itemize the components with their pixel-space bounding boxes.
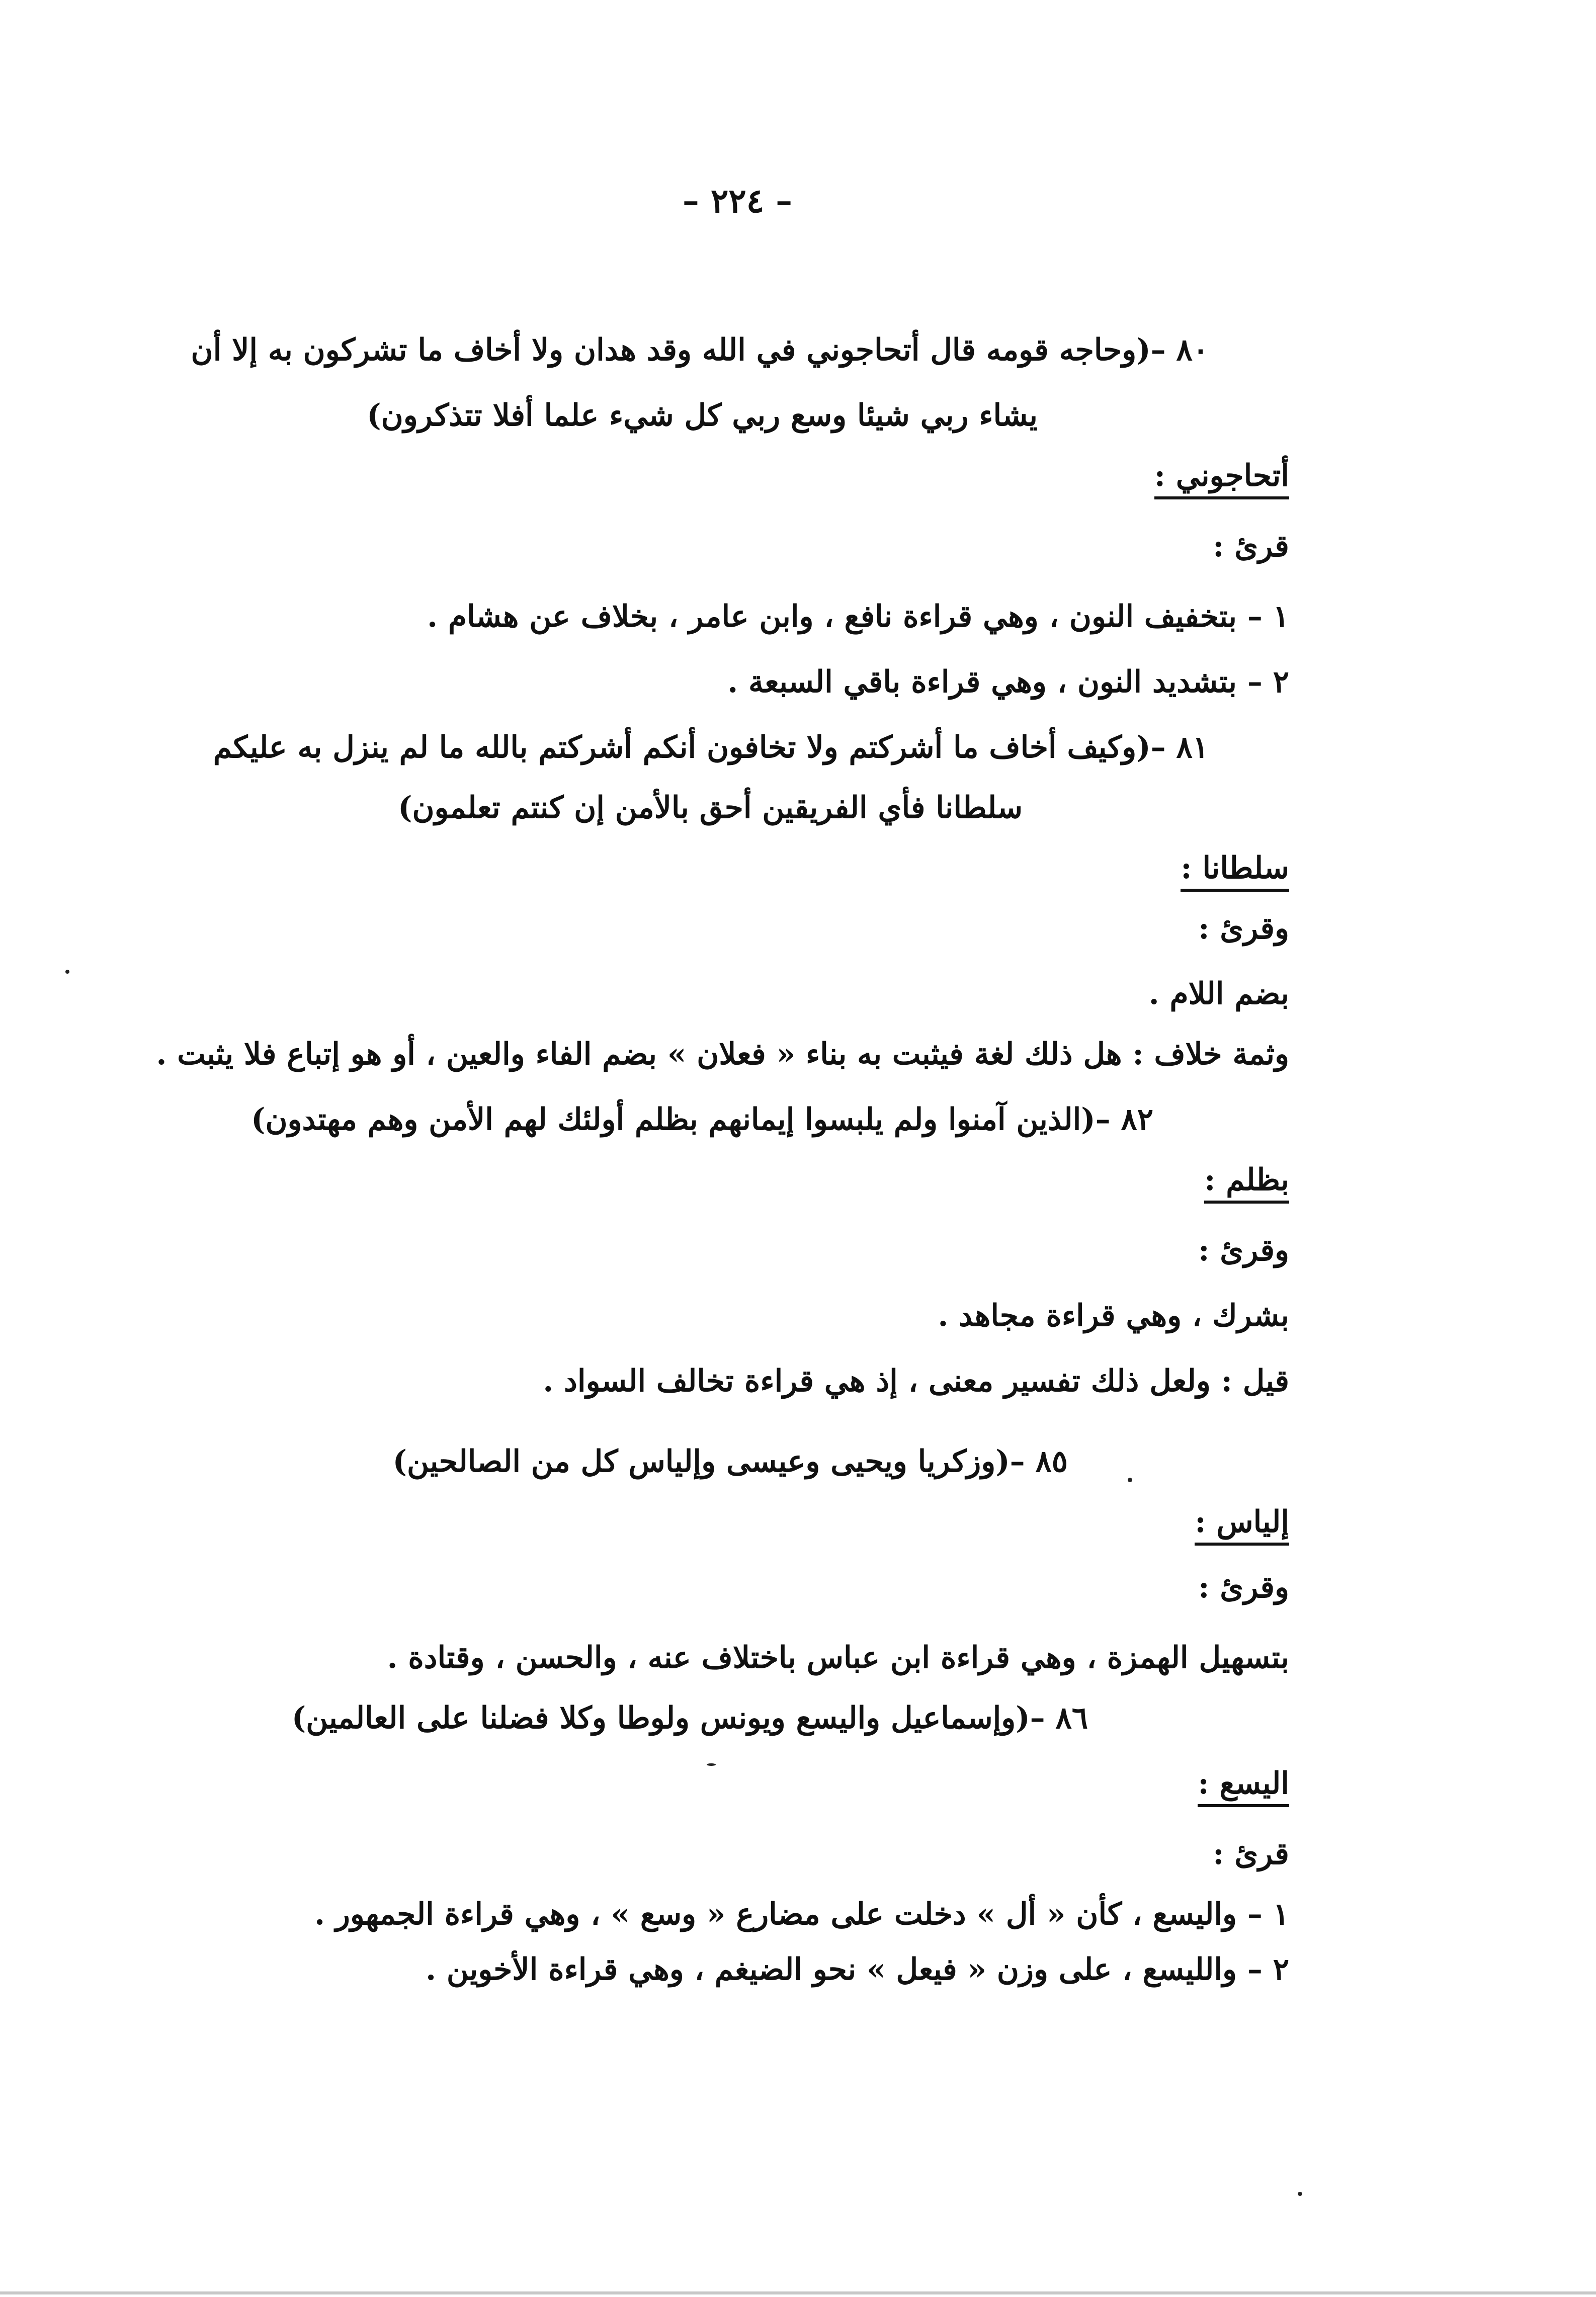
reading-item-1: ١ – بتخفيف النون ، وهي قراءة نافع ، وابن عامر ، بخلاف عن هشام .	[427, 599, 1289, 634]
word-heading-bizulm: بظلم :	[1204, 1162, 1289, 1198]
verse-81-line-2: سلطانا فأي الفريقين أحق بالأمن إن كنتم تعلمون)	[398, 790, 1023, 825]
ink-speck	[1298, 2192, 1302, 2196]
ink-speck	[707, 1763, 716, 1766]
reading-item-1: ١ – واليسع ، كأن « أل » دخلت على مضارع « وسع » ، وهي قراءة الجمهور .	[314, 1897, 1289, 1932]
word-heading-alyasa: اليسع :	[1198, 1765, 1289, 1802]
reading-note: وثمة خلاف : هل ذلك لغة فيثبت به بناء « فعلان » بضم الفاء والعين ، أو هو إتباع فلا يثبت .	[156, 1037, 1289, 1072]
word-heading-sultanan: سلطانا :	[1181, 850, 1289, 886]
verse-85-line-1: ٨٥ –(وزكريا ويحيى وعيسى وإلياس كل من الصالحين)	[392, 1444, 1068, 1479]
reading-item-2: ٢ – والليسع ، على وزن « فيعل » نحو الضيغم ، وهي قراءة الأخوين .	[426, 1952, 1289, 1987]
qurii-label: قرئ :	[1213, 529, 1289, 564]
verse-80-line-1: ٨٠ –(وحاجه قومه قال أتحاجوني في الله وقد هدان ولا أخاف ما تشركون به إلا أن	[191, 332, 1209, 368]
reading-item-2: ٢ – بتشديد النون ، وهي قراءة باقي السبعة .	[727, 664, 1289, 700]
reading-text: بشرك ، وهي قراءة مجاهد .	[938, 1298, 1289, 1333]
ink-speck	[1128, 1478, 1132, 1482]
reading-text: بتسهيل الهمزة ، وهي قراءة ابن عباس باختلاف عنه ، والحسن ، وقتادة .	[387, 1640, 1289, 1675]
qurii-label: وقرئ :	[1198, 911, 1289, 946]
verse-82-line-1: ٨٢ –(الذين آمنوا ولم يلبسوا إيمانهم بظلم أولئك لهم الأمن وهم مهتدون)	[251, 1102, 1153, 1137]
verse-80-line-2: يشاء ربي شيئا وسع ربي كل شيء علما أفلا تتذكرون)	[367, 398, 1038, 433]
verse-86-line-1: ٨٦ –(وإسماعيل واليسع ويونس ولوطا وكلا فضلنا على العالمين)	[291, 1700, 1088, 1736]
page-bottom-border	[0, 2291, 1596, 2294]
reading-note: قيل : ولعل ذلك تفسير معنى ، إذ هي قراءة تخالف السواد .	[543, 1364, 1289, 1399]
verse-81-line-1: ٨١ –(وكيف أخاف ما أشركتم ولا تخافون أنكم أشركتم بالله ما لم ينزل به عليكم	[213, 730, 1209, 765]
page-number: – ٢٢٤ –	[682, 181, 793, 220]
qurii-label: قرئ :	[1213, 1836, 1289, 1871]
qurii-label: وقرئ :	[1198, 1570, 1289, 1605]
word-heading-tuhajjuni: أتحاجوني :	[1154, 458, 1289, 494]
qurii-label: وقرئ :	[1198, 1233, 1289, 1268]
reading-text: بضم اللام .	[1148, 976, 1289, 1011]
word-heading-ilyas: إلياس :	[1195, 1504, 1289, 1540]
ink-speck	[65, 970, 69, 974]
